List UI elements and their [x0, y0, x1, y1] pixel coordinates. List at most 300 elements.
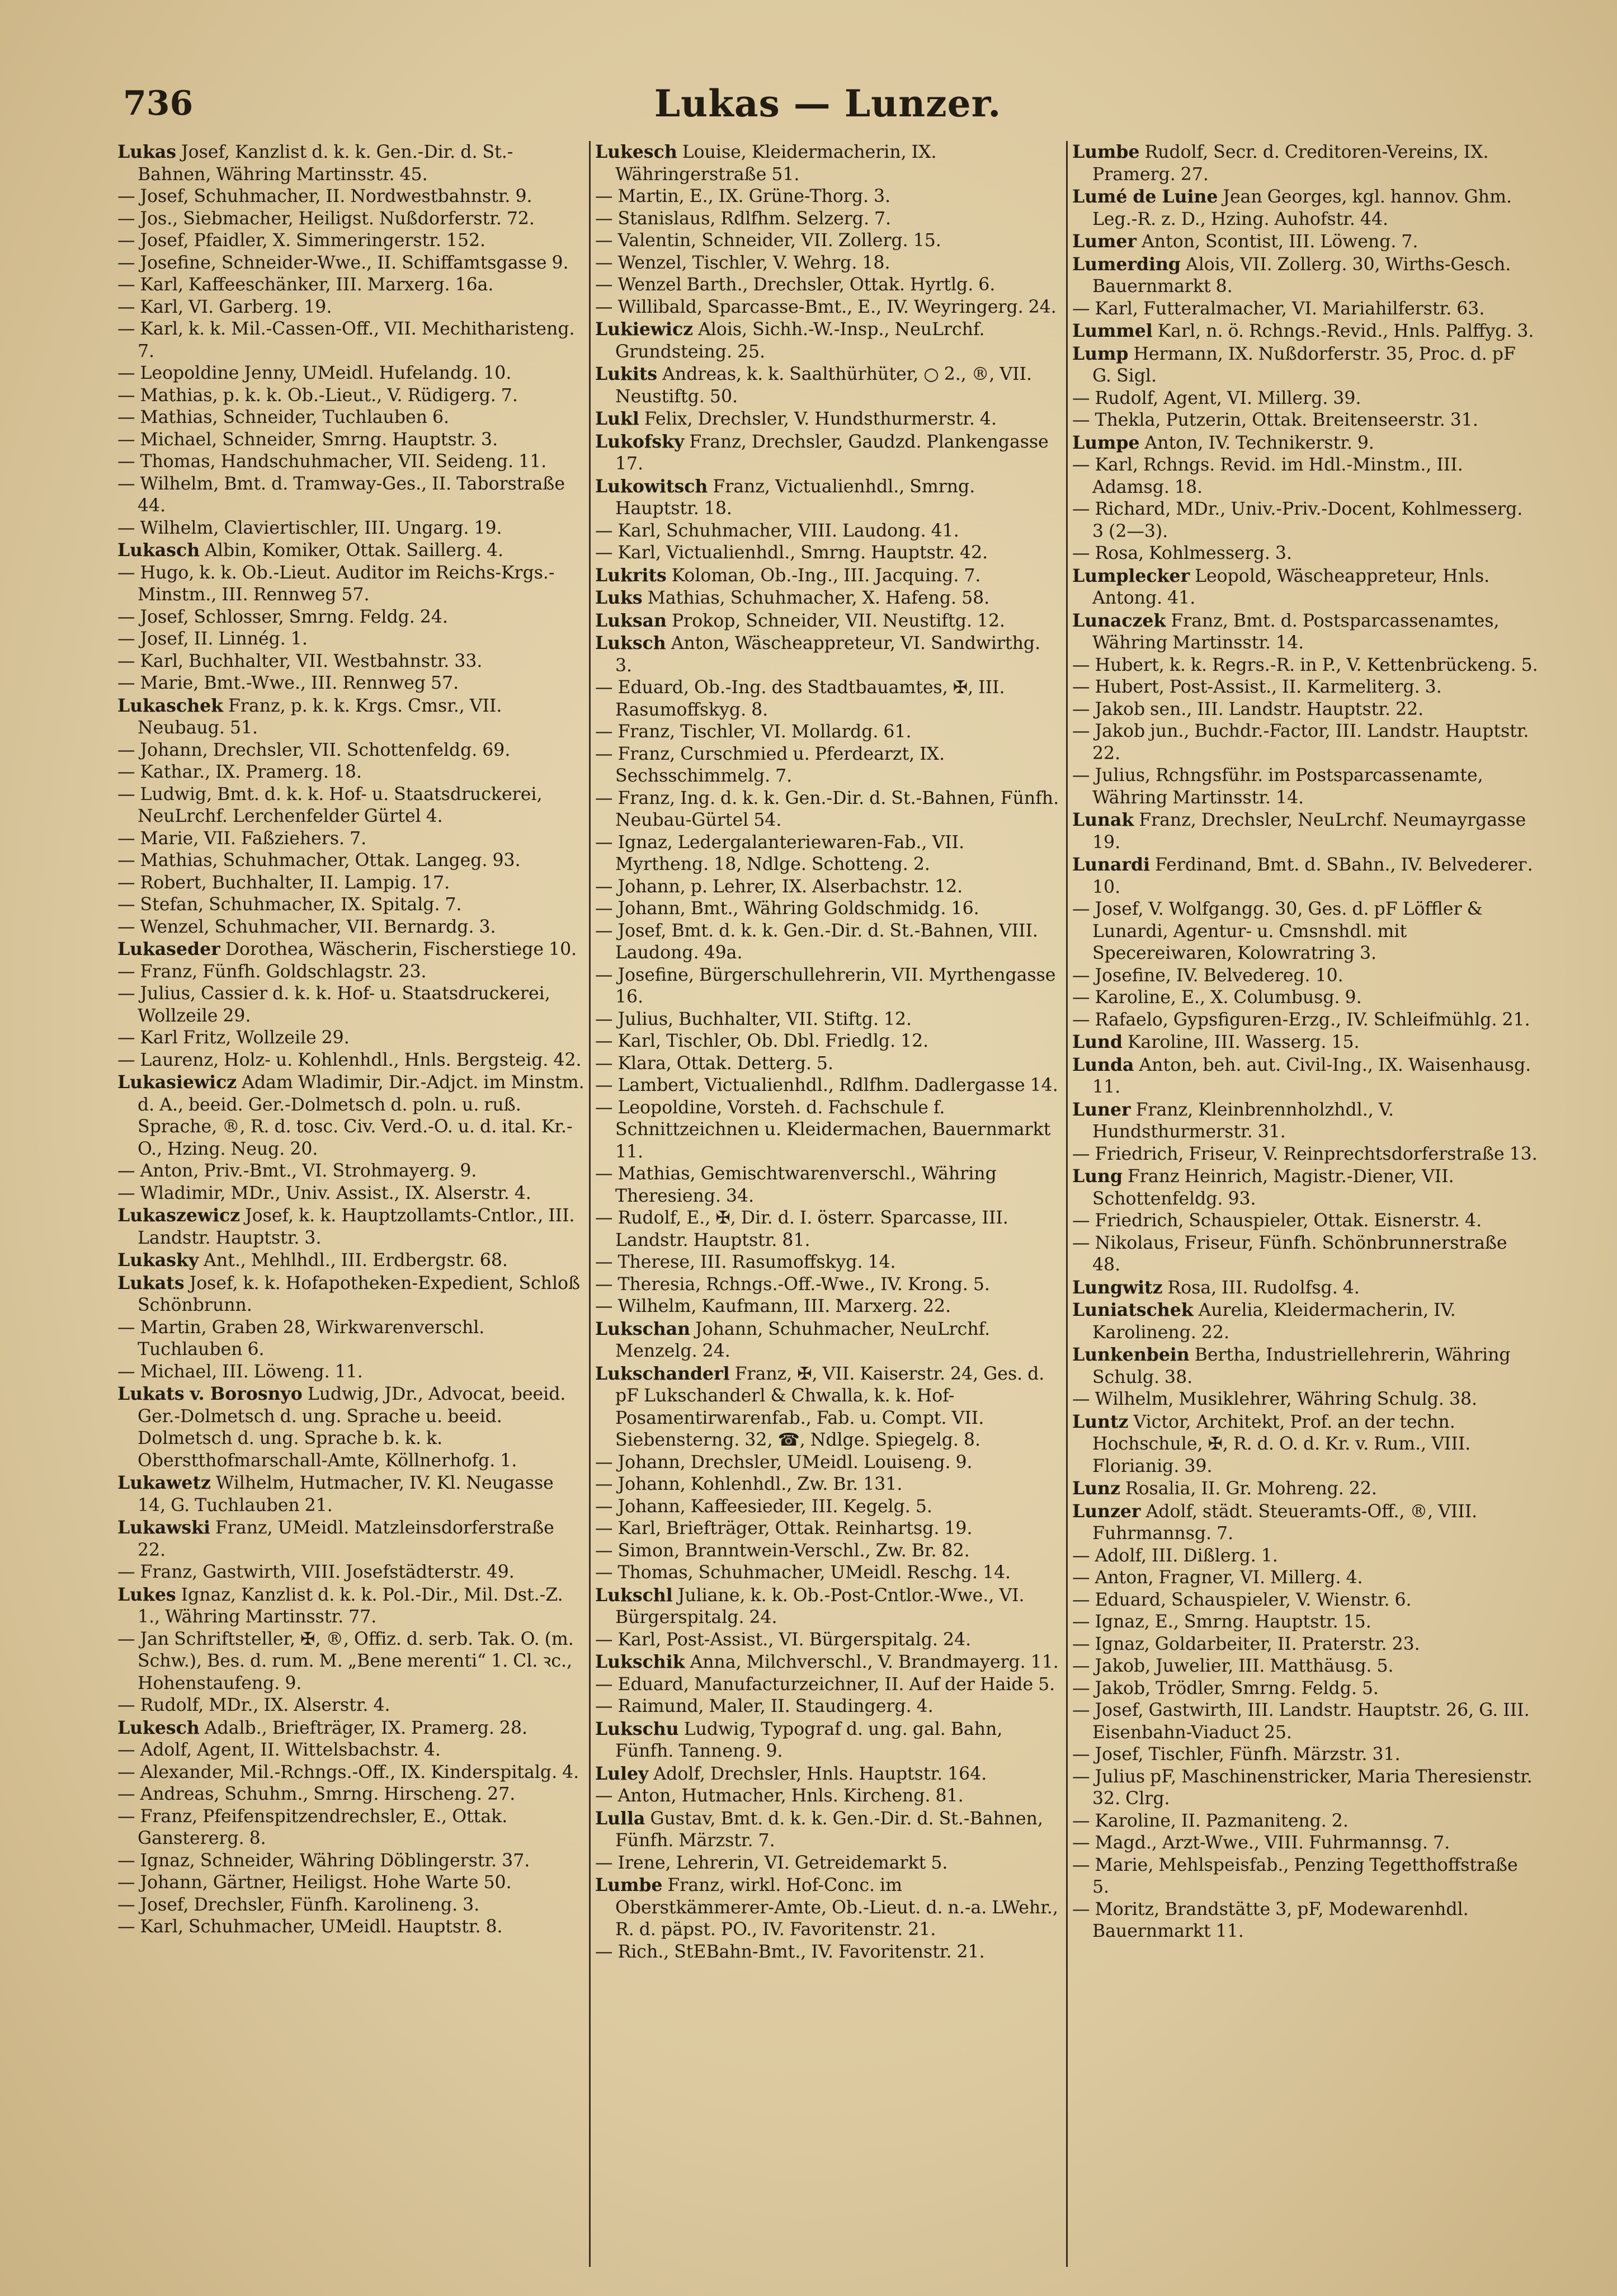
entry-surname: Lukschl	[595, 1584, 673, 1606]
directory-entry	[1072, 1545, 1539, 1568]
entry-details: — Josef, Tischler, Fünfh. Märzstr. 31.	[1072, 1744, 1401, 1765]
directory-entry	[595, 1053, 1062, 1075]
entry-details: — Ignaz, Ledergalanteriewaren-Fab., VII. Myrtheng. 18, Ndlge. Schotteng. 2.	[595, 832, 965, 874]
directory-entry	[1072, 1009, 1539, 1032]
directory-entry	[117, 1027, 584, 1050]
entry-details: Gustav, Bmt. d. k. k. Gen.-Dir. d. St.-Bahnen, Fünfh. Märzstr. 7.	[615, 1808, 1043, 1851]
entry-details: — Mathias, Schneider, Tuchlauben 6.	[117, 407, 450, 427]
entry-details: — Jan Schriftsteller, ✠, ®, Offiz. d. serb. Tak. O. (m. Schw.), Bes. d. rum. M. „Bene merenti“ 1. Cl. ꝛc., Hohenstaufeng. 9.	[117, 1629, 574, 1693]
directory-entry	[595, 1718, 1062, 1763]
directory-entry	[117, 1205, 584, 1249]
directory-entry	[117, 1872, 584, 1894]
directory-entry	[1072, 186, 1539, 230]
entry-details: — Franz, Pfeifenspitzendrechsler, E., Ottak. Ganstererg. 8.	[117, 1806, 508, 1848]
directory-entry	[595, 610, 1062, 633]
directory-entry	[117, 539, 584, 562]
entry-details: Johann, Schuhmacher, NeuLrchf. Menzelg. 24.	[615, 1319, 991, 1361]
entry-details: — Adolf, III. Dißlerg. 1.	[1072, 1545, 1278, 1566]
entry-details: — Wilhelm, Musiklehrer, Währing Schulg. 38.	[1072, 1389, 1478, 1409]
entry-surname: Lummel	[1072, 321, 1153, 341]
directory-entry	[117, 1272, 584, 1317]
directory-entry	[117, 363, 584, 385]
entry-surname: Lumer	[1072, 231, 1137, 252]
entry-details: Juliane, k. k. Ob.-Post-Cntlor.-Wwe., VI. Bürgerspitalg. 24.	[615, 1585, 1025, 1627]
entry-details: Leopold, Wäscheappreteur, Hnls. Antong. 41.	[1092, 566, 1490, 608]
directory-entry	[1072, 1411, 1539, 1478]
entry-details: Franz, ✠, VII. Kaiserstr. 24, Ges. d. pF Lukschanderl & Chwalla, k. k. Hof-Posamentirwarenfab., Fab. u. Compt. VII. Siebensterng. 32, ☎, Ndlge. Spiegelg. 8.	[615, 1363, 1045, 1450]
entry-details: Bertha, Industriellehrerin, Währing Schulg. 38.	[1092, 1345, 1511, 1387]
directory-entry	[1072, 1031, 1539, 1054]
entry-details: — Wilhelm, Claviertischler, III. Ungarg. 19.	[117, 517, 502, 538]
column-1	[112, 141, 589, 2267]
directory-entry	[1072, 1810, 1539, 1833]
directory-entry	[117, 429, 584, 451]
directory-entry	[117, 916, 584, 939]
entry-details: Ant., Mehlhdl., III. Erdbergstr. 68.	[204, 1250, 508, 1271]
directory-entry	[1072, 1567, 1539, 1589]
entry-details: — Karl, Kaffeeschänker, III. Marxerg. 16a.	[117, 275, 494, 295]
entry-details: — Josef, Pfaidler, X. Simmeringerstr. 152.	[117, 230, 486, 251]
directory-entry	[595, 141, 1062, 186]
entry-details: — Friedrich, Schauspieler, Ottak. Eisnerstr. 4.	[1072, 1211, 1482, 1231]
directory-entry	[1072, 320, 1539, 343]
column-2	[589, 141, 1066, 2267]
directory-entry	[117, 695, 584, 740]
entry-details: — Mathias, p. k. k. Ob.-Lieut., V. Rüdigerg. 7.	[117, 385, 518, 406]
directory-entry	[1072, 343, 1539, 388]
entry-details: Aurelia, Kleidermacherin, IV. Karolineng. 22.	[1092, 1300, 1456, 1343]
entry-details: Koloman, Ob.-Ing., III. Jacquing. 7.	[671, 565, 981, 586]
directory-entry	[1072, 610, 1539, 655]
directory-entry	[595, 363, 1062, 408]
directory-entry	[117, 1784, 584, 1806]
page-header	[112, 78, 1544, 140]
directory-entry	[117, 517, 584, 540]
directory-entry	[117, 828, 584, 850]
directory-entry	[595, 1763, 1062, 1786]
directory-entry	[595, 876, 1062, 898]
directory-entry	[1072, 676, 1539, 699]
entry-details: Rosalia, II. Gr. Mohreng. 22.	[1125, 1479, 1377, 1499]
entry-details: Adolf, städt. Steueramts-Off., ®, VIII. Fuhrmannsg. 7.	[1092, 1501, 1478, 1544]
directory-entry	[595, 1318, 1062, 1363]
directory-entry	[1072, 721, 1539, 765]
entry-details: — Karl, Schuhmacher, VIII. Laudong. 41.	[595, 520, 959, 541]
entry-surname: Lukschan	[595, 1318, 691, 1339]
directory-entry	[1072, 1165, 1539, 1210]
entry-surname: Luniatschek	[1072, 1300, 1194, 1320]
entry-surname: Luley	[595, 1763, 649, 1784]
directory-entry	[595, 1562, 1062, 1584]
entry-surname: Lunda	[1072, 1054, 1134, 1075]
entry-details: — Johann, p. Lehrer, IX. Alserbachstr. 12.	[595, 876, 963, 897]
entry-surname: Lumerding	[1072, 253, 1181, 275]
entry-details: — Johann, Drechsler, VII. Schottenfeldg. 69.	[117, 740, 511, 760]
directory-entry	[595, 208, 1062, 230]
directory-entry	[117, 252, 584, 275]
entry-details: Franz, UMeidl. Matzleinsdorferstraße 22.	[138, 1518, 554, 1560]
directory-entry	[1072, 987, 1539, 1009]
entry-details: Albin, Komiker, Ottak. Saillerg. 4.	[205, 540, 504, 561]
entry-details: — Alexander, Mil.-Rchngs.-Off., IX. Kinderspitalg. 4.	[117, 1762, 579, 1782]
entry-details: Mathias, Schuhmacher, X. Hafeng. 58.	[647, 588, 990, 608]
entry-surname: Lukits	[595, 364, 658, 384]
entry-details: Rosa, III. Rudolfsg. 4.	[1167, 1277, 1360, 1298]
entry-surname: Lukowitsch	[595, 476, 708, 497]
entry-details: — Wenzel, Schuhmacher, VII. Bernardg. 3.	[117, 916, 496, 937]
directory-entry	[1072, 498, 1539, 543]
entry-surname: Lunz	[1072, 1478, 1120, 1499]
directory-entry	[117, 1806, 584, 1850]
directory-entry	[595, 1629, 1062, 1652]
directory-entry	[595, 1941, 1062, 1964]
directory-entry	[117, 186, 584, 208]
entry-details: Alois, Sichh.-W.-Insp., NeuLrchf. Grundsteing. 25.	[615, 319, 985, 362]
entry-details: — Karl, Tischler, Ob. Dbl. Friedlg. 12.	[595, 1031, 929, 1051]
entry-surname: Lukschanderl	[595, 1363, 730, 1384]
directory-entry	[595, 920, 1062, 964]
directory-entry	[117, 961, 584, 984]
directory-entry	[595, 1518, 1062, 1540]
directory-entry	[595, 431, 1062, 476]
directory-entry	[595, 1207, 1062, 1251]
entry-details: — Johann, Gärtner, Heiligst. Hohe Warte 50.	[117, 1872, 512, 1893]
directory-entry	[595, 1031, 1062, 1053]
entry-details: — Laurenz, Holz- u. Kohlenhdl., Hnls. Bergsteig. 42.	[117, 1050, 582, 1070]
directory-entry	[117, 562, 584, 606]
directory-entry	[1072, 898, 1539, 965]
entry-details: Adolf, Drechsler, Hnls. Hauptstr. 164.	[653, 1763, 987, 1784]
entry-details: — Ignaz, Schneider, Währing Döblingerstr. 37.	[117, 1850, 530, 1871]
entry-details: Ludwig, Typograf d. ung. gal. Bahn, Fünfh. Tanneng. 9.	[615, 1719, 1003, 1761]
entry-details: — Anton, Priv.-Bmt., VI. Strohmayerg. 9.	[117, 1161, 477, 1181]
directory-entry	[595, 1163, 1062, 1207]
entry-details: — Jakob, Juwelier, III. Matthäusg. 5.	[1072, 1656, 1394, 1676]
entry-details: — Therese, III. Rasumoffskyg. 14.	[595, 1252, 896, 1272]
entry-details: — Julius pF, Maschinenstricker, Maria Theresienstr. 32. Clrg.	[1072, 1766, 1533, 1809]
entry-details: — Ignaz, Goldarbeiter, II. Praterstr. 23.	[1072, 1634, 1420, 1654]
entry-details: — Martin, Graben 28, Wirkwarenverschl. Tuchlauben 6.	[117, 1317, 485, 1359]
directory-entry	[595, 1584, 1062, 1629]
directory-entry	[595, 1785, 1062, 1808]
directory-entry	[1072, 1678, 1539, 1700]
entry-details: — Rudolf, E., ✠, Dir. d. I. österr. Sparcasse, III. Landstr. Hauptstr. 81.	[595, 1208, 1008, 1250]
directory-entry	[595, 297, 1062, 319]
entry-surname: Lukasiewicz	[117, 1072, 237, 1093]
entry-details: — Thomas, Handschuhmacher, VII. Seideng. 11.	[117, 451, 547, 472]
entry-surname: Luksan	[595, 610, 667, 631]
directory-entry	[595, 587, 1062, 610]
directory-entry	[595, 1296, 1062, 1318]
entry-details: — Hubert, k. k. Regrs.-R. in P., V. Kettenbrückeng. 5.	[1072, 655, 1538, 675]
directory-entry	[595, 1496, 1062, 1518]
directory-entry	[117, 740, 584, 762]
directory-entry	[1072, 699, 1539, 721]
entry-surname: Lukschu	[595, 1718, 679, 1739]
directory-entry	[117, 1160, 584, 1183]
directory-entry	[117, 1717, 584, 1740]
directory-entry	[1072, 1344, 1539, 1389]
entry-details: Rudolf, Secr. d. Creditoren-Vereins, IX. Pramerg. 27.	[1092, 142, 1489, 185]
entry-surname: Lukesch	[595, 142, 677, 162]
entry-details: — Rich., StEBahn-Bmt., IV. Favoritenstr. 21.	[595, 1941, 985, 1962]
entry-details: — Josef, II. Linnég. 1.	[117, 629, 308, 649]
entry-details: Prokop, Schneider, VII. Neustiftg. 12.	[671, 610, 1006, 631]
entry-details: — Karl, Briefträger, Ottak. Reinhartsg. 19.	[595, 1518, 973, 1538]
entry-details: Franz, wirkl. Hof-Conc. im Oberstkämmerer-Amte, Ob.-Lieut. d. n.-a. LWehr., R. d. päpst. PO., IV. Favoritenstr. 21.	[615, 1875, 1058, 1940]
entry-details: — Jos., Siebmacher, Heiligst. Nußdorferstr. 72.	[117, 208, 535, 229]
directory-entry	[1072, 1478, 1539, 1500]
directory-entry	[1072, 1144, 1539, 1166]
directory-entry	[117, 1561, 584, 1584]
entry-details: — Karl Fritz, Wollzeile 29.	[117, 1028, 350, 1048]
directory-entry	[1072, 1611, 1539, 1634]
directory-entry	[117, 141, 584, 186]
entry-details: Franz, Drechsler, NeuLrchf. Neumayrgasse 19.	[1092, 810, 1526, 853]
entry-details: Andreas, k. k. Saalthürhüter, ○ 2., ®, VII. Neustiftg. 50.	[615, 364, 1033, 407]
entry-surname: Lung	[1072, 1166, 1123, 1187]
entry-details: — Josefine, Schneider-Wwe., II. Schiffamtsgasse 9.	[117, 252, 569, 273]
entry-details: — Thomas, Schuhmacher, UMeidl. Reschg. 14.	[595, 1563, 1011, 1583]
entry-details: — Simon, Branntwein-Verschl., Zw. Br. 82.	[595, 1540, 970, 1561]
directory-entry	[1072, 454, 1539, 498]
directory-entry	[595, 252, 1062, 275]
entry-details: — Johann, Kaffeesieder, III. Kegelg. 5.	[595, 1496, 932, 1517]
page-number: 736	[123, 84, 194, 123]
directory-columns	[112, 141, 1544, 2267]
directory-entry	[595, 1674, 1062, 1696]
entry-details: — Stanislaus, Rdlfhm. Selzerg. 7.	[595, 208, 892, 229]
directory-entry	[1072, 253, 1539, 298]
entry-surname: Lukofsky	[595, 431, 685, 452]
directory-entry	[1072, 1232, 1539, 1277]
entry-details: Louise, Kleidermacherin, IX. Währingerstraße 51.	[615, 142, 937, 185]
directory-entry	[117, 407, 584, 429]
entry-details: — Karl, Victualienhdl., Smrng. Hauptstr. 42.	[595, 543, 988, 563]
entry-details: — Josef, Drechsler, Fünfh. Karolineng. 3.	[117, 1894, 480, 1915]
directory-entry	[595, 520, 1062, 543]
entry-details: Anton, beh. aut. Civil-Ing., IX. Waisenhausg. 11.	[1092, 1055, 1531, 1097]
directory-entry	[1072, 543, 1539, 565]
entry-details: — Franz, Tischler, VI. Mollardg. 61.	[595, 722, 912, 742]
entry-details: Victor, Architekt, Prof. an der techn. Hochschule, ✠, R. d. O. d. Kr. v. Rum., VIII. Florianig. 39.	[1092, 1412, 1471, 1476]
entry-surname: Lumbe	[595, 1875, 663, 1895]
entry-details: Anton, Wäscheappreteur, VI. Sandwirthg. 3.	[615, 633, 1041, 676]
entry-details: — Franz, Ing. d. k. k. Gen.-Dir. d. St.-Bahnen, Fünfh. Neubau-Gürtel 54.	[595, 788, 1059, 830]
directory-entry	[117, 651, 584, 673]
directory-entry	[595, 274, 1062, 297]
directory-entry	[1072, 432, 1539, 455]
entry-details: — Marie, Bmt.-Wwe., III. Rennweg 57.	[117, 673, 459, 693]
directory-entry	[1072, 854, 1539, 898]
directory-entry	[1072, 1655, 1539, 1678]
directory-entry	[117, 1629, 584, 1695]
entry-surname: Lunardi	[1072, 854, 1150, 875]
entry-details: Felix, Drechsler, V. Hundsthurmerstr. 4.	[644, 409, 997, 429]
entry-details: — Irene, Lehrerin, VI. Getreidemarkt 5.	[595, 1852, 948, 1873]
entry-surname: Lumplecker	[1072, 565, 1190, 586]
directory-entry	[595, 542, 1062, 564]
entry-surname: Lukats	[117, 1272, 185, 1293]
entry-details: — Karl, Buchhalter, VII. Westbahnstr. 33.	[117, 651, 483, 671]
entry-details: — Andreas, Schuhm., Smrng. Hirscheng. 27.	[117, 1784, 516, 1804]
entry-surname: Lump	[1072, 343, 1129, 364]
entry-surname: Lukaseder	[117, 939, 220, 959]
entry-details: — Karoline, II. Pazmaniteng. 2.	[1072, 1810, 1349, 1831]
entry-details: Franz Heinrich, Magistr.-Diener, VII. Schottenfeldg. 93.	[1092, 1166, 1454, 1209]
directory-entry	[117, 208, 584, 230]
directory-entry	[117, 850, 584, 872]
entry-details: — Karl, k. k. Mil.-Cassen-Off., VII. Mechitharisteng. 7.	[117, 319, 575, 361]
directory-entry	[1072, 1389, 1539, 1411]
entry-details: — Friedrich, Friseur, V. Reinprechtsdorferstraße 13.	[1072, 1144, 1538, 1164]
directory-entry	[117, 672, 584, 695]
running-head: Lukas — Lunzer.	[654, 82, 1002, 125]
directory-entry	[117, 1071, 584, 1160]
directory-entry	[595, 318, 1062, 363]
entry-details: Franz, p. k. k. Krgs. Cmsr., VII. Neubaug. 51.	[138, 695, 502, 738]
entry-details: — Adolf, Agent, II. Wittelsbachstr. 4.	[117, 1740, 441, 1760]
directory-entry	[117, 318, 584, 363]
entry-surname: Lulla	[595, 1808, 645, 1829]
entry-surname: Lukaschek	[117, 695, 223, 716]
entry-details: — Johann, Kohlenhdl., Zw. Br. 131.	[595, 1474, 903, 1494]
entry-details: — Robert, Buchhalter, II. Lampig. 17.	[117, 872, 450, 893]
entry-details: — Julius, Cassier d. k. k. Hof- u. Staatsdruckerei, Wollzeile 29.	[117, 984, 550, 1026]
entry-details: — Josef, Gastwirth, III. Landstr. Hauptstr. 26, G. III. Eisenbahn-Viaduct 25.	[1072, 1700, 1530, 1743]
entry-surname: Luksch	[595, 633, 666, 653]
entry-details: — Franz, Curschmied u. Pferdearzt, IX. Sechsschimmelg. 7.	[595, 744, 945, 786]
entry-details: — Mathias, Schuhmacher, Ottak. Langeg. 93.	[117, 850, 521, 871]
entry-details: — Eduard, Manufacturzeichner, II. Auf der Haide 5.	[595, 1674, 1055, 1695]
directory-entry	[1072, 765, 1539, 809]
entry-details: Franz, Bmt. d. Postsparcassenamtes, Währing Martinsstr. 14.	[1092, 610, 1500, 653]
entry-details: — Marie, VII. Faßziehers. 7.	[117, 828, 367, 849]
directory-entry	[117, 274, 584, 297]
entry-details: — Josefine, IV. Belvedereg. 10.	[1072, 965, 1343, 986]
entry-details: — Magd., Arzt-Wwe., VIII. Fuhrmannsg. 7.	[1072, 1833, 1450, 1853]
directory-entry	[595, 1540, 1062, 1563]
entry-surname: Lukes	[117, 1584, 176, 1605]
entry-details: Ignaz, Kanzlist d. k. k. Pol.-Dir., Mil. Dst.-Z. 1., Währing Martinsstr. 77.	[138, 1584, 563, 1627]
directory-entry	[117, 473, 584, 517]
directory-entry	[117, 1050, 584, 1072]
entry-details: — Josef, Bmt. d. k. k. Gen.-Dir. d. St.-Bahnen, VIII. Laudong. 49a.	[595, 920, 1038, 963]
entry-details: — Karl, VI. Garberg. 19.	[117, 297, 332, 317]
directory-entry	[117, 894, 584, 916]
entry-surname: Lunak	[1072, 810, 1134, 830]
entry-surname: Lungwitz	[1072, 1277, 1163, 1298]
directory-entry	[117, 1894, 584, 1917]
entry-details: — Mathias, Gemischtwarenverschl., Währing Theresieng. 34.	[595, 1164, 997, 1206]
entry-details: — Jakob sen., III. Landstr. Hauptstr. 22.	[1072, 699, 1424, 719]
directory-entry	[1072, 1899, 1539, 1943]
entry-details: — Karoline, E., X. Columbusg. 9.	[1072, 987, 1362, 1008]
directory-entry	[117, 983, 584, 1027]
entry-surname: Lukats v. Borosnyo	[117, 1384, 303, 1404]
entry-surname: Lukiewicz	[595, 319, 694, 340]
directory-entry	[595, 1651, 1062, 1674]
entry-details: — Raimund, Maler, II. Staudingerg. 4.	[595, 1696, 934, 1716]
entry-surname: Lukl	[595, 408, 639, 429]
directory-entry	[117, 297, 584, 319]
entry-details: — Theresia, Rchngs.-Off.-Wwe., IV. Krong. 5.	[595, 1274, 990, 1295]
directory-entry	[595, 230, 1062, 252]
entry-details: — Jakob jun., Buchdr.-Factor, III. Landstr. Hauptstr. 22.	[1072, 721, 1529, 764]
entry-surname: Lukaszewicz	[117, 1205, 241, 1226]
directory-entry	[117, 451, 584, 473]
entry-surname: Lund	[1072, 1032, 1123, 1052]
entry-details: Josef, k. k. Hauptzollamts-Cntlor., III. Landstr. Hauptstr. 3.	[138, 1206, 575, 1248]
directory-entry	[117, 1383, 584, 1472]
entry-surname: Lumé de Luine	[1072, 186, 1218, 207]
entry-details: — Lambert, Victualienhdl., Rdlfhm. Dadlergasse 14.	[595, 1075, 1058, 1095]
entry-details: Adam Wladimir, Dir.-Adjct. im Minstm. d. A., beeid. Ger.-Dolmetsch d. poln. u. ruß. Sprache, ®, R. d. tosc. Civ. Verd.-O. u. d. ital. Kr.-O., Hzing. Neug. 20.	[138, 1072, 584, 1159]
directory-entry	[117, 606, 584, 629]
directory-entry	[1072, 1500, 1539, 1545]
directory-entry	[595, 1852, 1062, 1875]
entry-details: — Johann, Bmt., Währing Goldschmidg. 16.	[595, 898, 979, 919]
entry-details: — Eduard, Ob.-Ing. des Stadtbauamtes, ✠, III. Rasumoffskyg. 8.	[595, 677, 1005, 720]
entry-details: — Rafaelo, Gypsfiguren-Erzg., IV. Schleifmühlg. 21.	[1072, 1009, 1530, 1030]
directory-entry	[595, 1474, 1062, 1496]
directory-entry	[117, 1762, 584, 1784]
entry-details: — Richard, MDr., Univ.-Priv.-Docent, Kohlmesserg. 3 (2—3).	[1072, 499, 1523, 542]
directory-entry	[117, 784, 584, 828]
entry-details: — Anton, Hutmacher, Hnls. Kircheng. 81.	[595, 1786, 964, 1806]
entry-surname: Lumpe	[1072, 432, 1140, 453]
entry-details: Franz, Kleinbrennholzhdl., V. Hundsthurmerstr. 31.	[1092, 1099, 1394, 1142]
entry-details: — Ludwig, Bmt. d. k. k. Hof- u. Staatsdruckerei, NeuLrchf. Lerchenfelder Gürtel 4.	[117, 784, 543, 826]
entry-details: — Josefine, Bürgerschullehrerin, VII. Myrthengasse 16.	[595, 964, 1056, 1007]
entry-details: — Julius, Buchhalter, VII. Stiftg. 12.	[595, 1009, 912, 1029]
entry-details: — Wladimir, MDr., Univ. Assist., IX. Alserstr. 4.	[117, 1183, 531, 1203]
entry-details: Ludwig, JDr., Advocat, beeid. Ger.-Dolmetsch d. ung. Sprache u. beeid. Dolmetsch d. ung. Sprache b. k. k. Oberstthofmarschall-Amte, Köllnerhofg. 1.	[138, 1384, 566, 1471]
directory-entry	[1072, 1700, 1539, 1744]
entry-surname: Lukasky	[117, 1250, 199, 1271]
directory-entry	[117, 1183, 584, 1205]
entry-details: — Karl, Rchngs. Revid. im Hdl.-Minstm., III. Adamsg. 18.	[1072, 455, 1463, 497]
entry-surname: Lunaczek	[1072, 610, 1166, 631]
entry-details: — Michael, III. Löweng. 11.	[117, 1361, 363, 1382]
directory-entry	[595, 1097, 1062, 1164]
directory-entry	[117, 1739, 584, 1762]
column-3	[1066, 141, 1543, 2267]
directory-entry	[595, 1009, 1062, 1031]
directory-entry	[595, 1696, 1062, 1718]
entry-details: — Wilhelm, Kaufmann, III. Marxerg. 22.	[595, 1296, 951, 1316]
entry-details: — Josef, V. Wolfgangg. 30, Ges. d. pF Löffler & Lunardi, Agentur- u. Cmsnshdl. mit Specereiwaren, Kolowratring 3.	[1072, 899, 1483, 963]
directory-entry	[1072, 1210, 1539, 1232]
directory-entry	[117, 230, 584, 252]
directory-entry	[117, 1916, 584, 1939]
directory-entry	[1072, 1744, 1539, 1766]
entry-details: Anna, Milchverschl., V. Brandmayerg. 11.	[690, 1652, 1059, 1672]
entry-surname: Luks	[595, 587, 643, 608]
directory-entry	[1072, 1299, 1539, 1344]
directory-entry	[595, 1874, 1062, 1941]
entry-details: Anton, IV. Technikerstr. 9.	[1144, 432, 1374, 453]
directory-entry	[117, 1472, 584, 1517]
entry-surname: Lukschik	[595, 1652, 685, 1672]
directory-entry	[117, 1850, 584, 1872]
entry-details: — Wenzel Barth., Drechsler, Ottak. Hyrtlg. 6.	[595, 275, 996, 295]
directory-entry	[595, 1274, 1062, 1296]
entry-details: — Jakob, Trödler, Smrng. Feldg. 5.	[1072, 1678, 1379, 1699]
entry-details: Franz, Victualienhdl., Smrng. Hauptstr. 18.	[615, 476, 975, 519]
entry-details: Anton, Scontist, III. Löweng. 7.	[1142, 232, 1418, 252]
directory-entry	[595, 408, 1062, 431]
